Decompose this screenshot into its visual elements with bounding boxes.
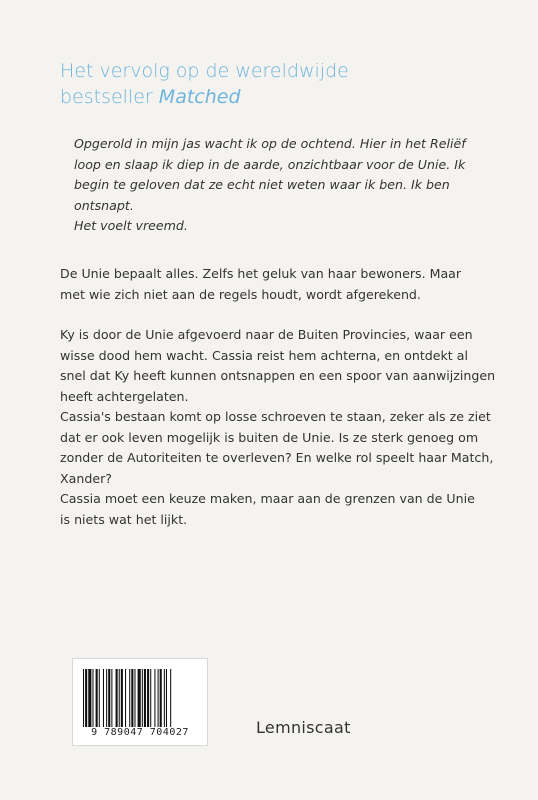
blurb-line: De Unie bepaalt alles. Zelfs het geluk van haar bewoners. Maar	[60, 266, 462, 281]
excerpt-line: Het voelt vreemd.	[74, 218, 188, 233]
blurb-line: Cassia's bestaan komt op losse schroeven te staan, zeker als ze ziet	[60, 409, 491, 424]
barcode-bar	[144, 669, 146, 727]
tagline-book-title: Matched	[158, 86, 241, 108]
blurb	[60, 264, 500, 530]
blurb-line: Ky is door de Unie afgevoerd naar de Buiten Provincies, waar een	[60, 327, 473, 342]
barcode-bar	[121, 669, 123, 727]
excerpt-line: ontsnapt.	[74, 197, 134, 213]
excerpt-line: loop en slaap ik diep in de aarde, onzichtbaar voor de Unie. Ik	[74, 156, 466, 172]
excerpt-line: Opgerold in mijn jas wacht ik op de ochtend. Hier in het Reliëf	[74, 136, 466, 151]
blurb-line: met wie zich niet aan de regels houdt, wordt afgerekend.	[60, 286, 421, 302]
barcode-bar	[170, 669, 171, 727]
barcode-bar	[119, 669, 120, 727]
barcode-bar	[85, 669, 87, 727]
barcode-image	[83, 669, 197, 727]
blurb-line: zonder de Autoriteiten te overleven? En welke rol speelt haar Match,	[60, 450, 494, 465]
tagline	[60, 58, 500, 110]
barcode-bar	[96, 669, 98, 727]
blurb-line: Cassia moet een keuze maken, maar aan de grenzen van de Unie	[60, 491, 475, 506]
barcode-bar	[160, 669, 162, 727]
blurb-line: Xander?	[60, 470, 112, 486]
barcode-bar	[116, 669, 118, 727]
barcode-bar	[131, 669, 133, 727]
barcode-bar	[150, 669, 151, 727]
excerpt-line: begin te geloven dat ze echt niet weten waar ik ben. Ik ben	[74, 177, 450, 192]
barcode-bar	[103, 669, 104, 727]
barcode-bar	[154, 669, 155, 727]
barcode-bar	[147, 669, 149, 727]
excerpt	[74, 134, 474, 237]
barcode-bar	[92, 669, 93, 727]
barcode-label	[72, 658, 208, 746]
barcode-bar	[125, 669, 126, 727]
blurb-line: heeft achtergelaten.	[60, 388, 189, 404]
barcode-bar	[166, 669, 167, 727]
isbn-number: 9 789047 704027	[91, 727, 189, 738]
barcode-bar	[138, 669, 141, 727]
tagline-prefix: bestseller	[60, 86, 159, 108]
publisher-name: Lemniscaat	[256, 718, 351, 737]
barcode-bar	[142, 669, 143, 727]
barcode-bar	[99, 669, 100, 727]
barcode-bar	[111, 669, 112, 727]
blurb-line: wisse dood hem wacht. Cassia reist hem achterna, en ontdekt al	[60, 347, 468, 363]
barcode-bar	[164, 669, 165, 727]
barcode-bar	[129, 669, 130, 727]
blurb-line: dat er ook leven mogelijk is buiten de Unie. Is ze sterk genoeg om	[60, 429, 479, 445]
barcode-bar	[108, 669, 110, 727]
barcode-bar	[83, 669, 84, 727]
barcode-bar	[158, 669, 159, 727]
barcode-bar	[134, 669, 135, 727]
blurb-line: snel dat Ky heeft kunnen ontsnappen en een spoor van aanwijzingen	[60, 368, 496, 383]
tagline-line-1: Het vervolg op de wereldwijde	[60, 60, 349, 82]
blurb-line: is niets wat het lijkt.	[60, 511, 188, 527]
tagline-line-2	[60, 84, 500, 110]
barcode-bar	[88, 669, 91, 727]
barcode-bar	[106, 669, 107, 727]
